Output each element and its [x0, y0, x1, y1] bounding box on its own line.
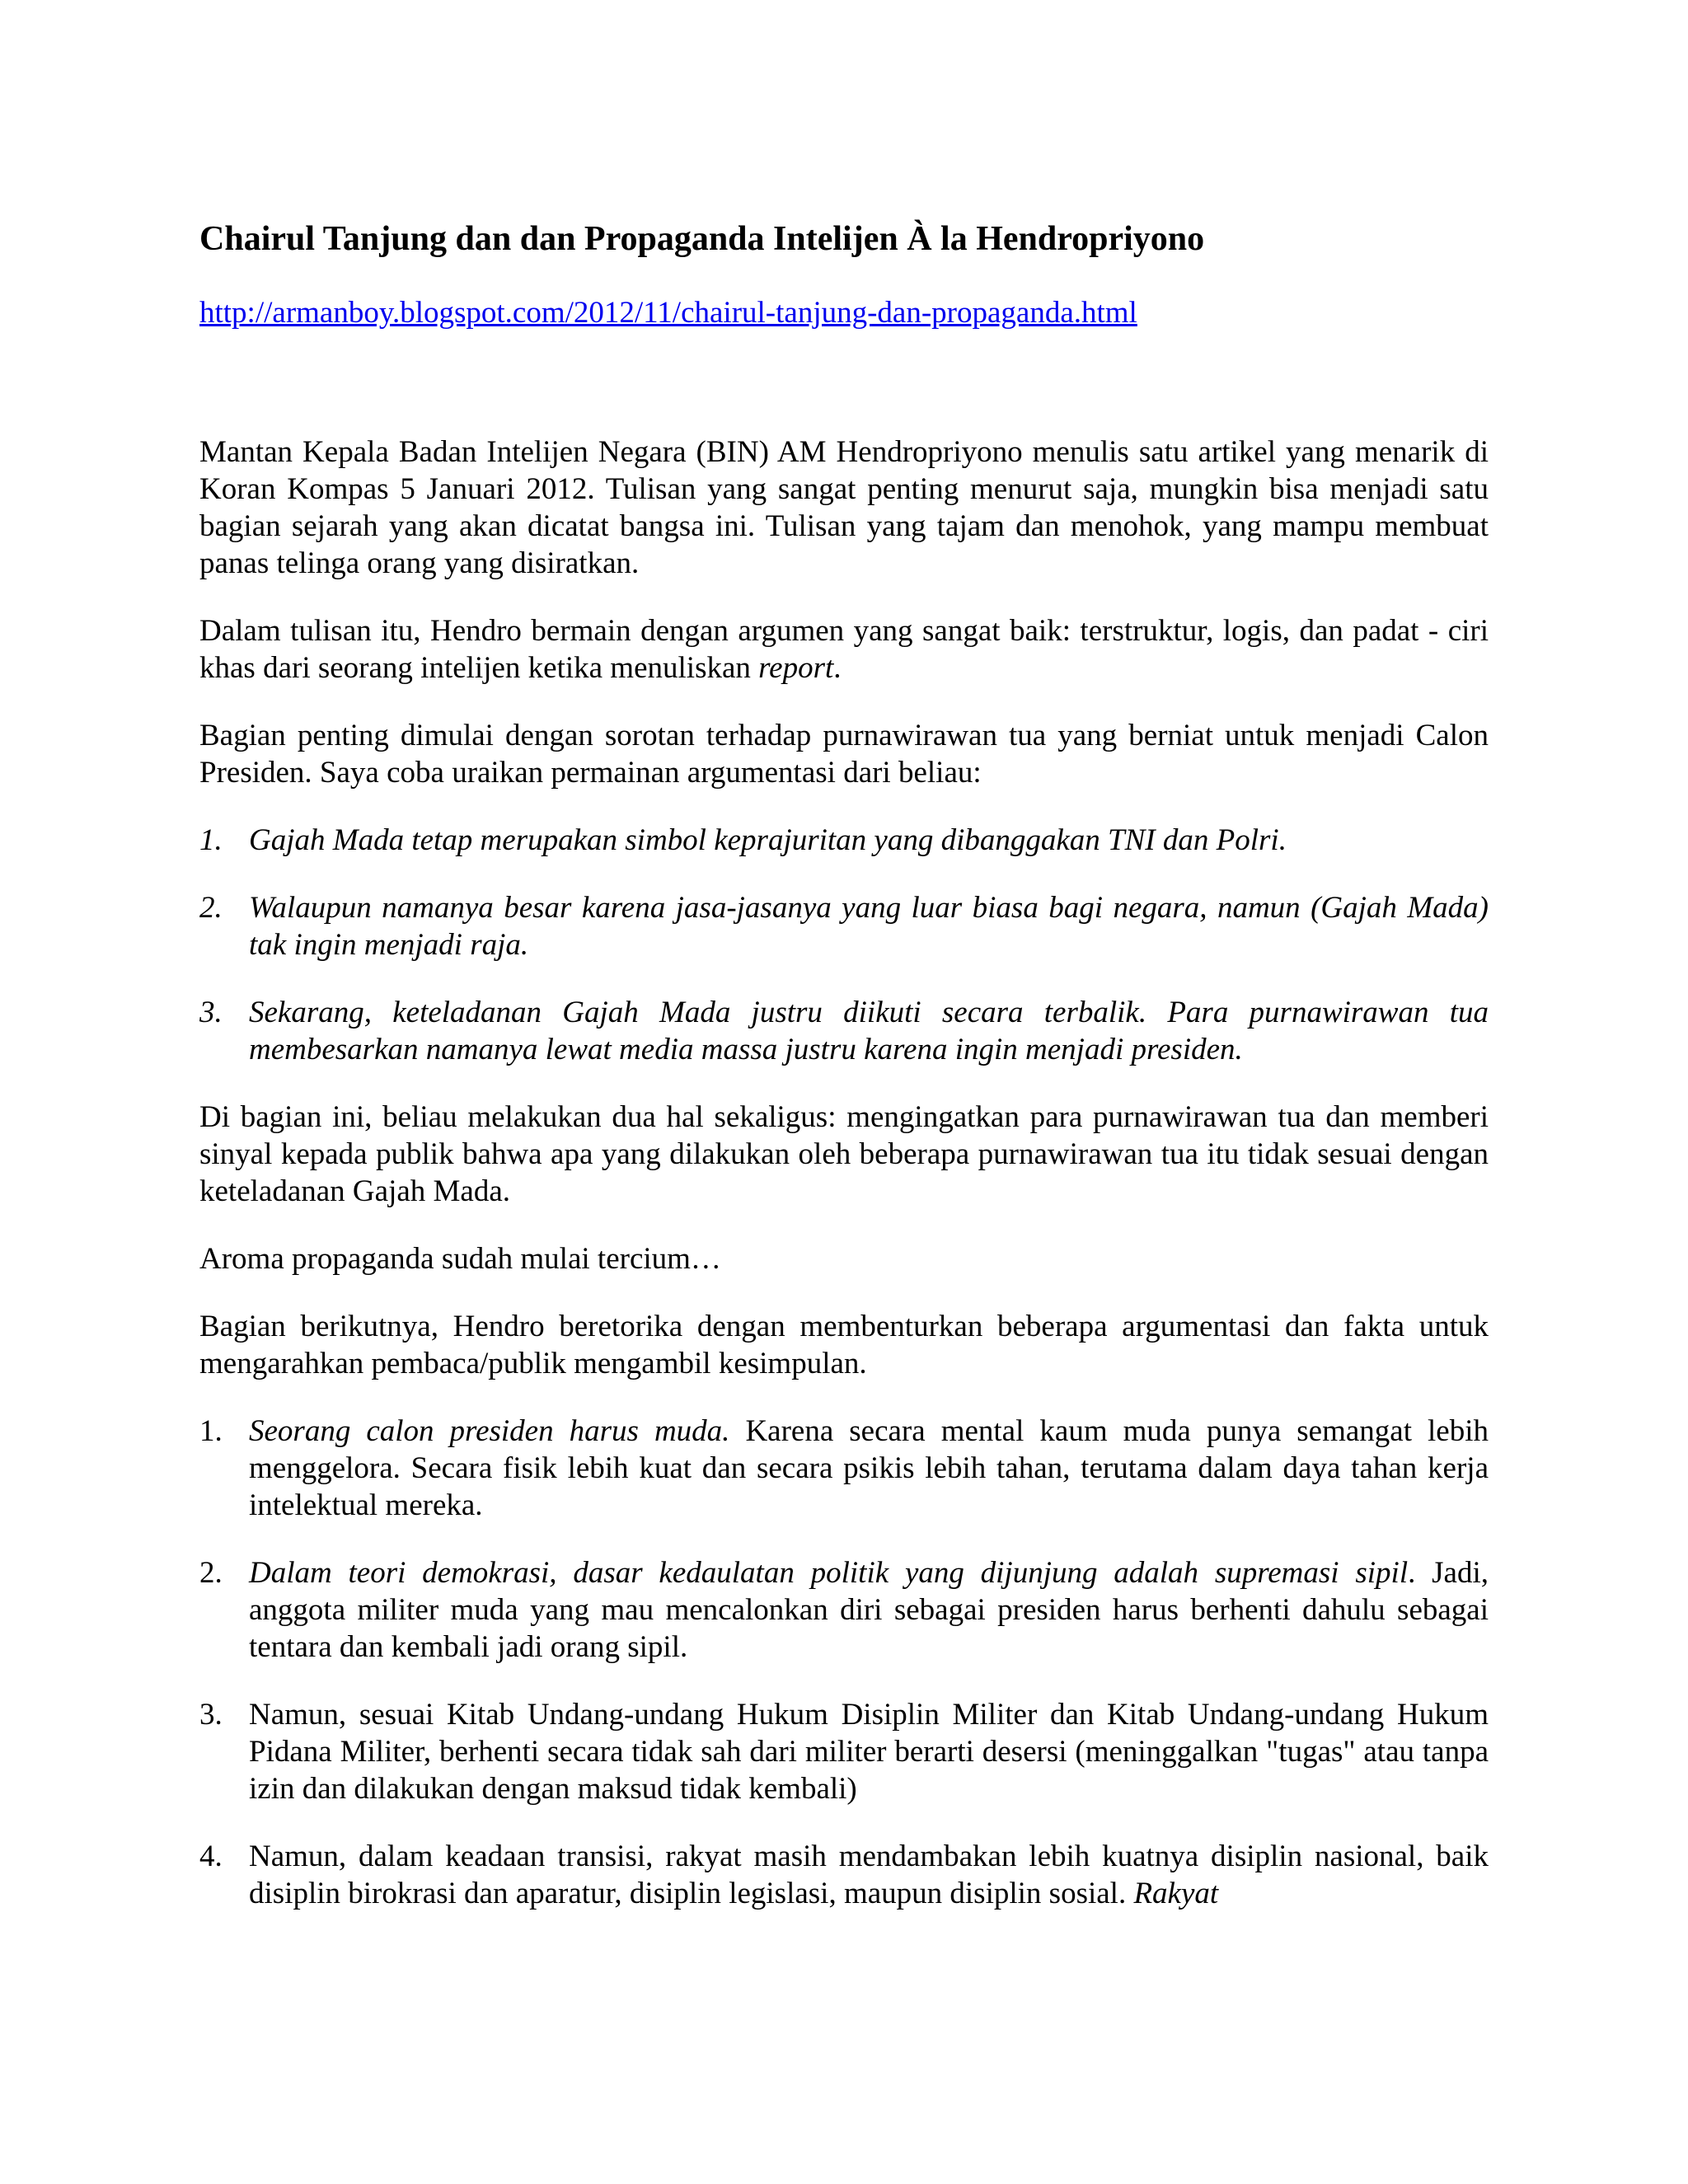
list-text: Namun, dalam keadaan transisi, rakyat masih mendambakan lebih kuatnya disiplin nasional, baik disiplin birokrasi dan aparatur, disiplin legislasi, maupun disiplin sosial.: [249, 1840, 1489, 1910]
paragraph-next-part: Bagian berikutnya, Hendro beretorika dengan membenturkan beberapa argumentasi dan fakta untuk mengarahkan pembaca/publik mengambil kesimpulan.: [199, 1310, 1489, 1380]
list-number: 4.: [199, 1840, 223, 1873]
list-item: [199, 889, 1489, 963]
list-italic-text: Rakyat: [1133, 1877, 1219, 1910]
list-text: Walaupun namanya besar karena jasa-jasanya yang luar biasa bagi negara, namun (Gajah Mada) tak ingin menjadi raja.: [249, 891, 1489, 962]
report-word: report: [758, 651, 834, 685]
list-item: [199, 1838, 1489, 1912]
document-title: Chairul Tanjung dan dan Propaganda Intelijen À la Hendropriyono: [199, 220, 1205, 258]
paragraph-aroma: Aroma propaganda sudah mulai tercium…: [199, 1242, 721, 1276]
paragraph-text: Dalam tulisan itu, Hendro bermain dengan argumen yang sangat baik: terstruktur, logis, dan padat - ciri khas dari seorang intelijen ketika menuliskan: [199, 614, 1489, 685]
paragraph-argument-style: [199, 612, 1489, 687]
paragraph-highlight: Bagian penting dimulai dengan sorotan terhadap purnawirawan tua yang berniat untuk menjadi Calon Presiden. Saya coba uraikan permainan argumentasi dari beliau:: [199, 719, 1489, 790]
argument-list: [199, 1413, 1489, 1912]
list-number: 3.: [199, 996, 223, 1029]
list-number: 2.: [199, 891, 223, 925]
source-link[interactable]: http://armanboy.blogspot.com/2012/11/chairul-tanjung-dan-propaganda.html: [199, 296, 1137, 330]
gajah-mada-list: [199, 822, 1489, 1068]
list-text: Sekarang, keteladanan Gajah Mada justru diikuti secara terbalik. Para purnawirawan tua membesarkan namanya lewat media massa justru karena ingin menjadi presiden.: [249, 996, 1489, 1066]
list-number: 1.: [199, 823, 223, 857]
list-text: . Jadi, anggota militer muda yang mau mencalonkan diri sebagai presiden harus berhenti dahulu sebagai tentara dan kembali jadi orang sipil.: [249, 1556, 1489, 1664]
list-italic-text: Seorang calon presiden harus muda.: [249, 1414, 730, 1448]
list-number: 3.: [199, 1698, 223, 1732]
paragraph-intro: Mantan Kepala Badan Intelijen Negara (BIN) AM Hendropriyono menulis satu artikel yang menarik di Koran Kompas 5 Januari 2012. Tulisan yang sangat penting menurut saja, mungkin bisa menjadi satu bagian sejarah yang akan dicatat bangsa ini. Tulisan yang tajam dan menohok, yang mampu membuat panas telinga orang yang disiratkan.: [199, 435, 1489, 580]
paragraph-warning: Di bagian ini, beliau melakukan dua hal sekaligus: mengingatkan para purnawirawan tua dan memberi sinyal kepada publik bahwa apa yang dilakukan oleh beberapa purnawirawan tua itu tidak sesuai dengan keteladanan Gajah Mada.: [199, 1100, 1489, 1208]
list-text: Namun, sesuai Kitab Undang-undang Hukum Disiplin Militer dan Kitab Undang-undang Hukum Pidana Militer, berhenti secara tidak sah dari militer berarti desersi (meninggalkan "tugas" atau tanpa izin dan dilakukan dengan maksud tidak kembali): [249, 1698, 1489, 1806]
article-body: [199, 434, 1489, 1943]
list-item: [199, 822, 1489, 859]
list-number: 2.: [199, 1556, 223, 1590]
paragraph-period: .: [833, 651, 842, 685]
list-item: [199, 1413, 1489, 1524]
list-number: 1.: [199, 1414, 223, 1448]
list-item: [199, 1696, 1489, 1807]
list-text: Karena secara mental kaum muda punya semangat lebih menggelora. Secara fisik lebih kuat dan secara psikis lebih tahan, terutama dalam daya tahan kerja intelektual mereka.: [249, 1414, 1489, 1522]
list-italic-text: Dalam teori demokrasi, dasar kedaulatan politik yang dijunjung adalah supremasi sipil: [249, 1556, 1409, 1590]
list-item: [199, 994, 1489, 1068]
list-text: Gajah Mada tetap merupakan simbol keprajuritan yang dibanggakan TNI dan Polri.: [249, 823, 1287, 857]
list-item: [199, 1554, 1489, 1666]
